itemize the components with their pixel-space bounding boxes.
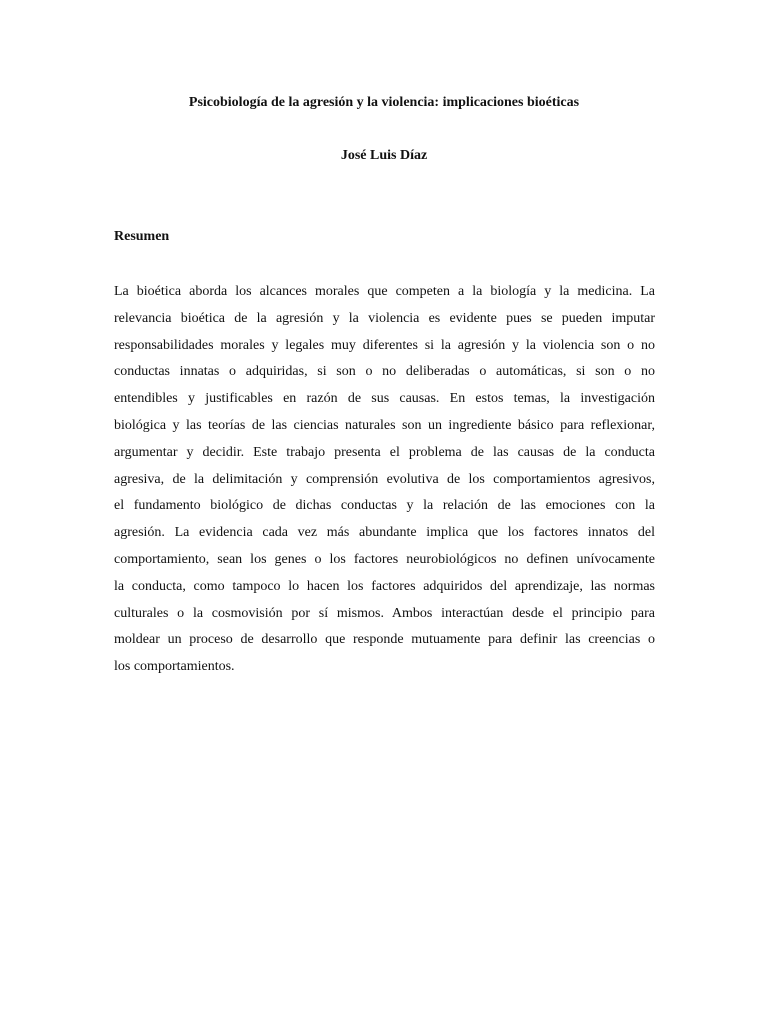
abstract-line: entendibles y justificables en razón de sus causas. En estos temas, la investigación	[114, 391, 655, 407]
abstract-line: culturales o la cosmovisión por sí mismos. Ambos interactúan desde el principio para	[114, 605, 655, 621]
abstract-line: el fundamento biológico de dichas conductas y la relación de las emociones con la	[114, 498, 655, 514]
abstract-line: conductas innatas o adquiridas, si son o no deliberadas o automáticas, si son o no	[114, 364, 655, 380]
abstract-line: moldear un proceso de desarrollo que responde mutuamente para definir las creencias o	[114, 632, 655, 648]
abstract-line: comportamiento, sean los genes o los factores neurobiológicos no definen unívocamente	[114, 551, 655, 567]
abstract-paragraph	[114, 279, 655, 681]
abstract-line: argumentar y decidir. Este trabajo presenta el problema de las causas de la conducta	[114, 444, 655, 460]
abstract-line: La bioética aborda los alcances morales que competen a la biología y la medicina. La	[114, 284, 655, 299]
abstract-line: relevancia bioética de la agresión y la violencia es evidente pues se pueden imputar	[114, 310, 655, 326]
abstract-line: la conducta, como tampoco lo hacen los factores adquiridos del aprendizaje, las normas	[114, 578, 655, 594]
document-title: Psicobiología de la agresión y la violencia: implicaciones bioéticas	[188, 95, 580, 110]
abstract-line: agresiva, de la delimitación y comprensión evolutiva de los comportamientos agresivos,	[114, 471, 655, 487]
abstract-line: agresión. La evidencia cada vez más abundante implica que los factores innatos del	[114, 525, 655, 541]
abstract-line: biológica y las teorías de las ciencias naturales son un ingrediente básico para reflexionar,	[114, 417, 655, 433]
abstract-line: responsabilidades morales y legales muy diferentes si la agresión y la violencia son o no	[114, 337, 655, 353]
section-heading-resumen: Resumen	[114, 229, 170, 244]
document-author: José Luis Díaz	[340, 148, 428, 163]
abstract-line: los comportamientos.	[114, 659, 235, 675]
